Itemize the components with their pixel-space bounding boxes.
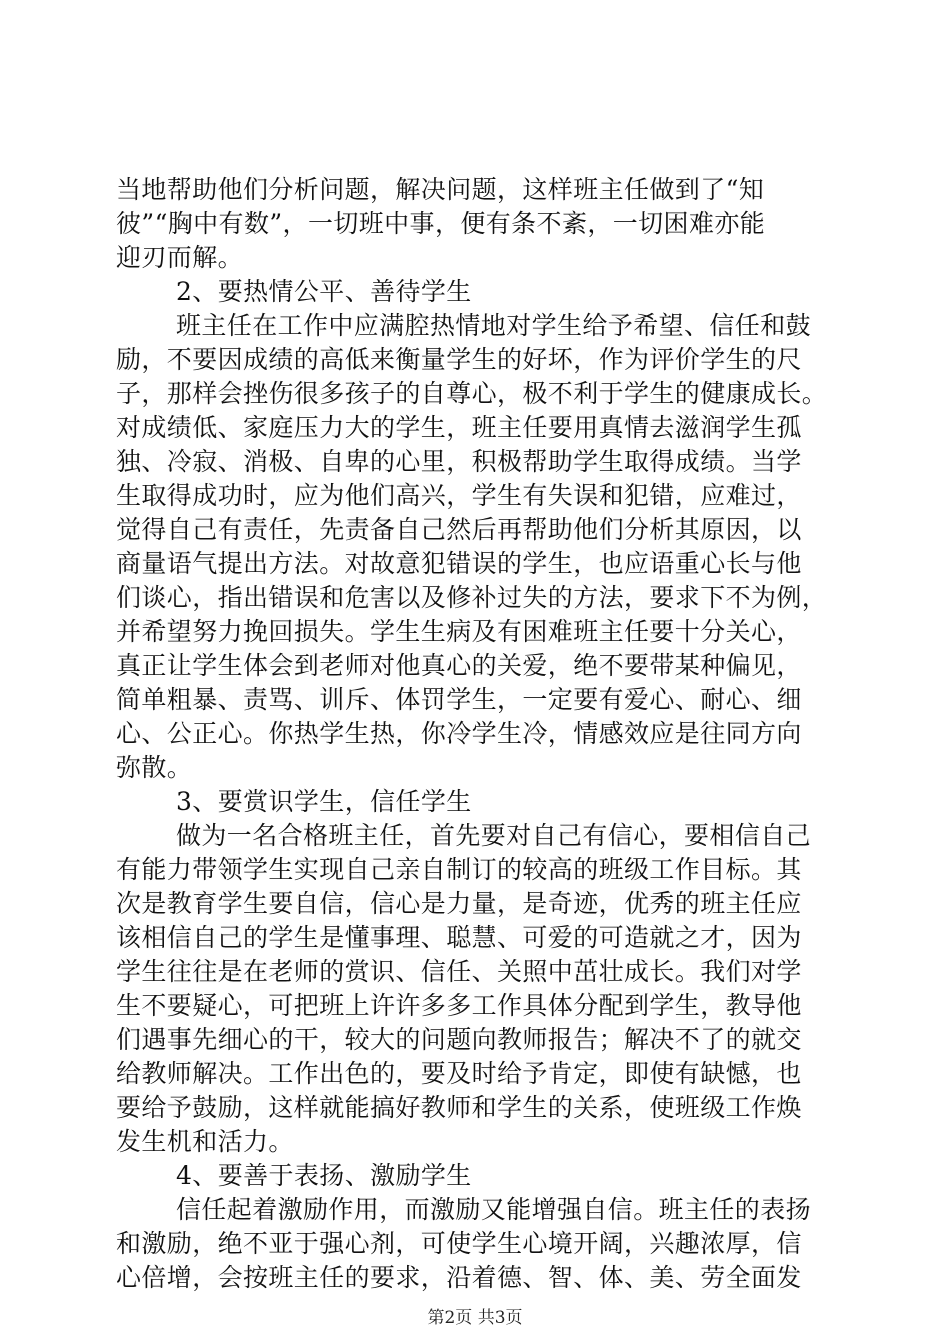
body-line: 们遇事先细心的干，较大的问题向教师报告；解决不了的就交 (116, 1025, 802, 1054)
body-line: 子，那样会挫伤很多孩子的自尊心，极不利于学生的健康成长。 (116, 379, 828, 408)
body-line: 简单粗暴、责骂、训斥、体罚学生，一定要有爱心、耐心、细 (116, 685, 802, 714)
body-line: 给教师解决。工作出色的，要及时给予肯定，即使有缺憾，也 (116, 1059, 802, 1088)
body-line: 觉得自己有责任，先责备自己然后再帮助他们分析其原因，以 (116, 515, 802, 544)
body-line: 们谈心，指出错误和危害以及修补过失的方法，要求下不为例， (116, 583, 828, 612)
body-line: 真正让学生体会到老师对他真心的关爱，绝不要带某种偏见， (116, 651, 802, 680)
body-line: 要给予鼓励，这样就能搞好教师和学生的关系，使班级工作焕 (116, 1093, 802, 1122)
body-line: 独、冷寂、消极、自卑的心里，积极帮助学生取得成绩。当学 (116, 447, 802, 476)
body-line: 迎刃而解。 (116, 243, 244, 272)
body-line: 彼”“胸中有数”，一切班中事，便有条不紊，一切困难亦能 (116, 209, 766, 238)
body-line: 有能力带领学生实现自己亲自制订的较高的班级工作目标。其 (116, 855, 802, 884)
paragraph-start: 班主任在工作中应满腔热情地对学生给予希望、信任和鼓 (176, 311, 812, 340)
body-line: 生不要疑心，可把班上许许多多工作具体分配到学生，教导他 (116, 991, 802, 1020)
body-line: 该相信自己的学生是懂事理、聪慧、可爱的可造就之才，因为 (116, 923, 802, 952)
paragraph-start: 做为一名合格班主任，首先要对自己有信心，要相信自己 (176, 821, 812, 850)
body-line: 励，不要因成绩的高低来衡量学生的好坏，作为评价学生的尺 (116, 345, 802, 374)
body-line: 心倍增，会按班主任的要求，沿着德、智、体、美、劳全面发 (116, 1263, 802, 1292)
body-line: 生取得成功时，应为他们高兴，学生有失误和犯错，应难过， (116, 481, 802, 510)
paragraph-start: 信任起着激励作用，而激励又能增强自信。班主任的表扬 (176, 1195, 812, 1224)
body-line: 弥散。 (116, 753, 193, 782)
body-line: 次是教育学生要自信，信心是力量，是奇迹，优秀的班主任应 (116, 889, 802, 918)
section-heading-4: 4、要善于表扬、激励学生 (176, 1161, 472, 1190)
body-line: 和激励，绝不亚于强心剂，可使学生心境开阔，兴趣浓厚，信 (116, 1229, 802, 1258)
page-footer: 第2页 共3页 (427, 1308, 523, 1328)
body-line: 当地帮助他们分析问题，解决问题，这样班主任做到了“知 (116, 175, 765, 204)
body-line: 对成绩低、家庭压力大的学生，班主任要用真情去滋润学生孤 (116, 413, 802, 442)
body-line: 心、公正心。你热学生热，你冷学生冷，情感效应是往同方向 (116, 719, 802, 748)
body-line: 并希望努力挽回损失。学生生病及有困难班主任要十分关心， (116, 617, 802, 646)
body-line: 发生机和活力。 (116, 1127, 294, 1156)
section-heading-2: 2、要热情公平、善待学生 (176, 277, 472, 306)
body-line: 学生往往是在老师的赏识、信任、关照中茁壮成长。我们对学 (116, 957, 802, 986)
body-line: 商量语气提出方法。对故意犯错误的学生，也应语重心长与他 (116, 549, 802, 578)
section-heading-3: 3、要赏识学生，信任学生 (176, 787, 472, 816)
